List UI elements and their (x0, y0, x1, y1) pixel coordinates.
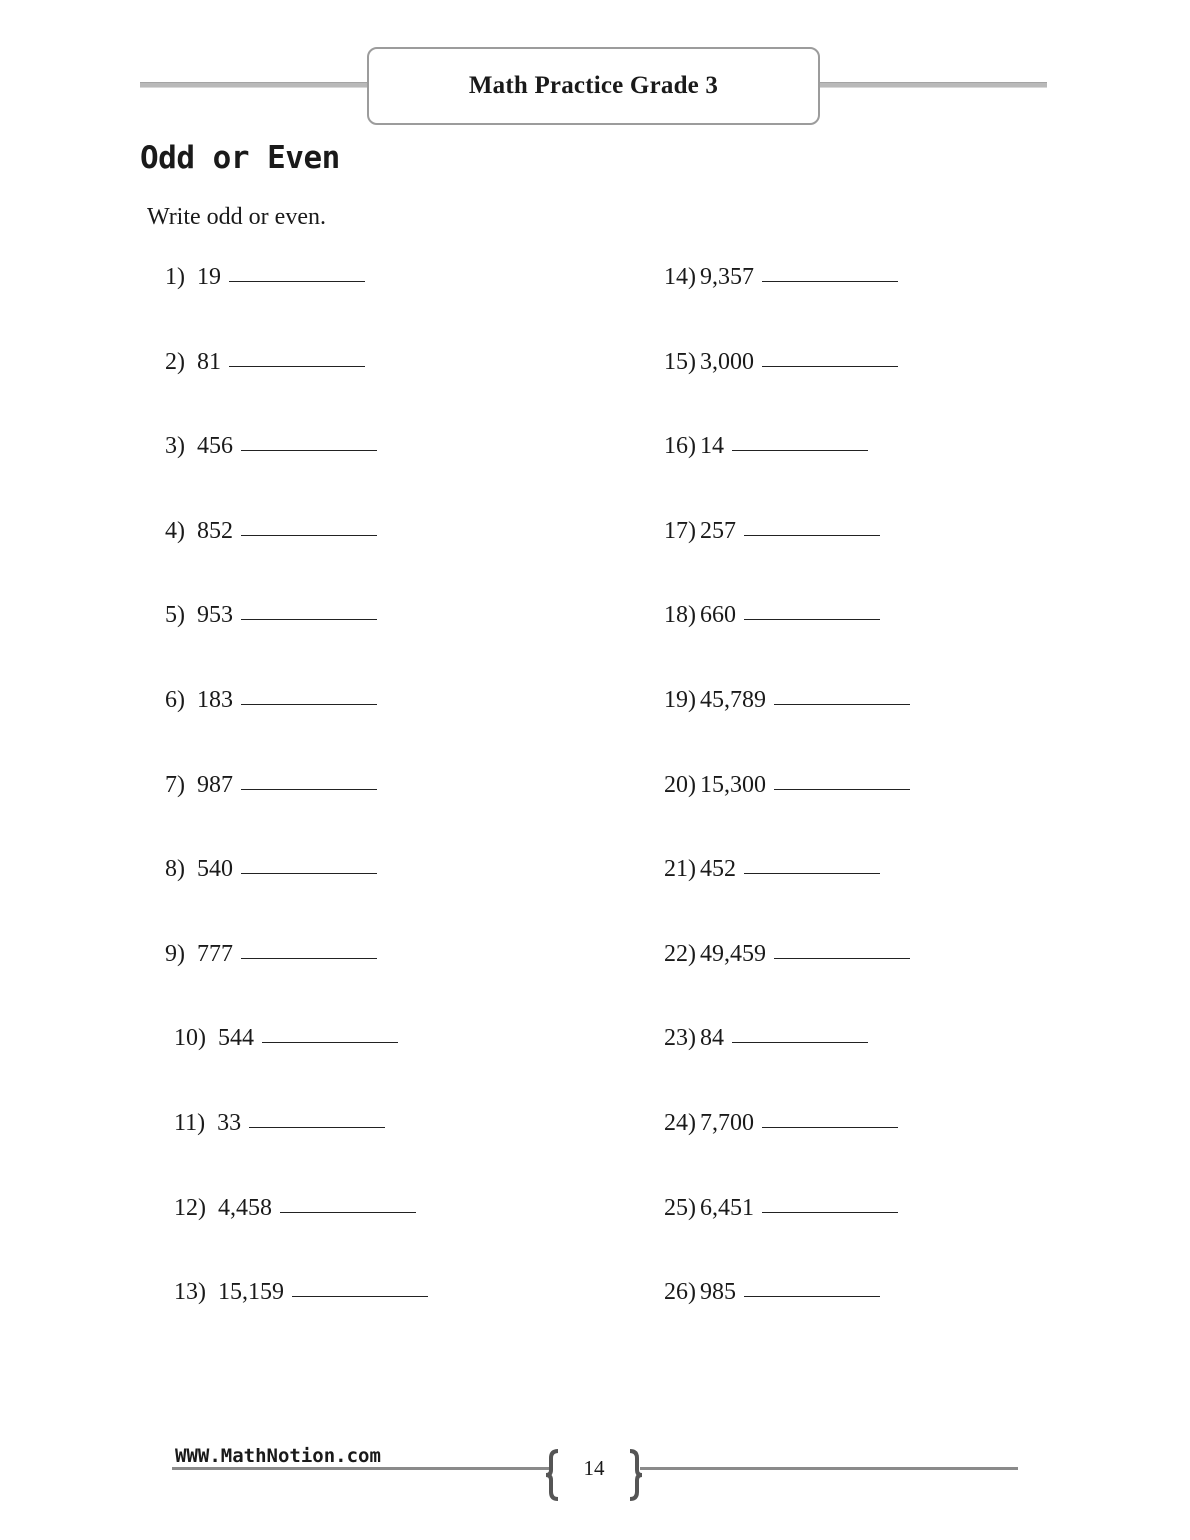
problem-number: 8) (165, 856, 185, 882)
problem-item (664, 349, 898, 376)
problem-number: 3) (165, 433, 185, 459)
problem-number: 23) (664, 1025, 696, 1051)
header-title: Math Practice Grade 3 (468, 72, 719, 99)
problem-value: 45,789 (700, 687, 766, 713)
problem-value: 33 (217, 1110, 242, 1136)
problem-item (165, 856, 377, 883)
problem-item (664, 518, 880, 545)
problem-value: 9,357 (700, 264, 754, 290)
problem-item (664, 602, 880, 629)
problem-number: 15) (664, 349, 696, 375)
header-rule-left (140, 82, 368, 88)
problem-item (664, 941, 910, 968)
problem-item (165, 264, 365, 291)
answer-blank[interactable] (229, 365, 365, 367)
instruction-text: Write odd or even. (147, 204, 326, 230)
answer-blank[interactable] (744, 1295, 880, 1297)
problem-value: 49,459 (700, 941, 766, 967)
problem-value: 985 (700, 1279, 736, 1305)
problem-item (664, 772, 910, 799)
problem-number: 19) (664, 687, 696, 713)
problem-item (165, 687, 377, 714)
answer-blank[interactable] (280, 1211, 416, 1213)
problem-value: 15,300 (700, 772, 766, 798)
problem-number: 1) (165, 264, 185, 290)
problem-value: 660 (700, 602, 736, 628)
page-number-right-bracket (626, 1449, 644, 1501)
problem-item (664, 687, 910, 714)
problem-item (174, 1025, 398, 1052)
answer-blank[interactable] (292, 1295, 428, 1297)
problem-number: 24) (664, 1110, 696, 1136)
answer-blank[interactable] (241, 618, 377, 620)
problem-number: 22) (664, 941, 696, 967)
answer-blank[interactable] (241, 957, 377, 959)
problem-number: 20) (664, 772, 696, 798)
problem-number: 6) (165, 687, 185, 713)
footer-url: WWW.MathNotion.com (175, 1445, 381, 1467)
answer-blank[interactable] (241, 788, 377, 790)
problem-value: 987 (197, 772, 233, 798)
answer-blank[interactable] (744, 534, 880, 536)
problem-item (174, 1110, 385, 1137)
problem-number: 21) (664, 856, 696, 882)
answer-blank[interactable] (262, 1041, 398, 1043)
footer-rule-right (640, 1467, 1018, 1470)
problem-value: 19 (197, 264, 221, 290)
problem-value: 7,700 (700, 1110, 754, 1136)
problem-value: 777 (197, 941, 233, 967)
problem-number: 18) (664, 602, 696, 628)
problem-value: 4,458 (218, 1195, 272, 1221)
problem-value: 452 (700, 856, 736, 882)
problem-value: 14 (700, 433, 724, 459)
problem-number: 26) (664, 1279, 696, 1305)
problem-number: 12) (174, 1195, 206, 1221)
answer-blank[interactable] (241, 703, 377, 705)
answer-blank[interactable] (774, 957, 910, 959)
problem-value: 953 (197, 602, 233, 628)
problem-item (174, 1279, 428, 1306)
problem-item (174, 1195, 416, 1222)
problem-item (664, 856, 880, 883)
answer-blank[interactable] (744, 618, 880, 620)
answer-blank[interactable] (762, 280, 898, 282)
problem-item (165, 518, 377, 545)
problem-item (165, 433, 377, 460)
footer-rule-left (172, 1467, 549, 1470)
answer-blank[interactable] (229, 280, 365, 282)
answer-blank[interactable] (732, 449, 868, 451)
problem-number: 5) (165, 602, 185, 628)
problem-number: 14) (664, 264, 696, 290)
answer-blank[interactable] (241, 872, 377, 874)
problem-number: 2) (165, 349, 185, 375)
problem-value: 84 (700, 1025, 724, 1051)
answer-blank[interactable] (774, 788, 910, 790)
answer-blank[interactable] (762, 1126, 898, 1128)
problem-item (165, 349, 365, 376)
problem-value: 15,159 (218, 1279, 284, 1305)
problem-item (165, 602, 377, 629)
problem-value: 544 (218, 1025, 254, 1051)
problem-number: 10) (174, 1025, 206, 1051)
problem-value: 852 (197, 518, 233, 544)
problem-value: 456 (197, 433, 233, 459)
problem-value: 540 (197, 856, 233, 882)
problem-item (664, 433, 868, 460)
page-number: 14 (583, 1456, 605, 1480)
problem-item (664, 1025, 868, 1052)
problem-number: 17) (664, 518, 696, 544)
problem-item (664, 264, 898, 291)
problem-number: 4) (165, 518, 185, 544)
problem-item (165, 941, 377, 968)
problem-number: 11) (174, 1110, 206, 1136)
header-rule-right (819, 82, 1047, 88)
problem-value: 183 (197, 687, 233, 713)
problem-item (664, 1195, 898, 1222)
answer-blank[interactable] (744, 872, 880, 874)
problem-value: 3,000 (700, 349, 754, 375)
header-box (367, 47, 820, 125)
problem-item (664, 1279, 880, 1306)
problem-value: 6,451 (700, 1195, 754, 1221)
answer-blank[interactable] (762, 365, 898, 367)
answer-blank[interactable] (732, 1041, 868, 1043)
problem-item (165, 772, 377, 799)
answer-blank[interactable] (241, 449, 377, 451)
answer-blank[interactable] (241, 534, 377, 536)
problem-item (664, 1110, 898, 1137)
answer-blank[interactable] (249, 1126, 385, 1128)
problem-value: 257 (700, 518, 736, 544)
problem-number: 25) (664, 1195, 696, 1221)
problem-number: 9) (165, 941, 185, 967)
problem-number: 7) (165, 772, 185, 798)
page-title: Odd or Even (140, 140, 340, 176)
answer-blank[interactable] (774, 703, 910, 705)
problem-number: 13) (174, 1279, 206, 1305)
answer-blank[interactable] (762, 1211, 898, 1213)
problem-number: 16) (664, 433, 696, 459)
problem-value: 81 (197, 349, 221, 375)
